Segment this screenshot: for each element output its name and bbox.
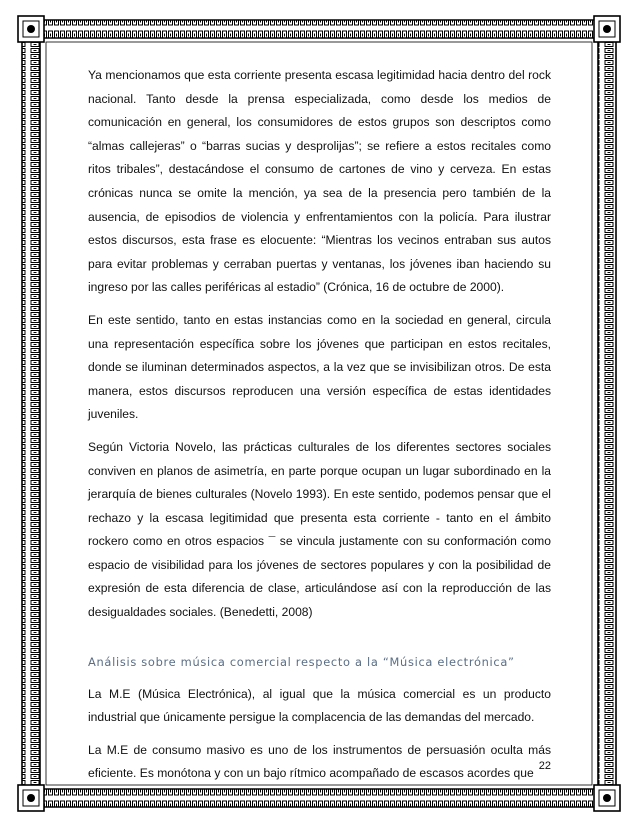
page-number: 22 (538, 760, 551, 772)
page-body (88, 64, 551, 795)
section-heading: Análisis sobre música comercial respecto a la “Música electrónica” (88, 654, 515, 669)
paragraph: Según Victoria Novelo, las prácticas culturales de los diferentes sectores sociales conviven en planos de asimetría, en parte porque ocupan un lugar subordinado en la jerarquía de bienes culturales (Novelo 1993). En este sentido, podemos pensar que el rechazo y la escasa legitimidad que presenta esta corriente - tanto en el ámbito rockero como en otros espacios ¯ se vincula justamente con su conformación como espacio de visibilidad para los jóvenes de sectores populares y con la posibilidad de expresión de esta diferencia de clase, articulándose así con la reproducción de las desigualdades sociales. (Benedetti, 2008) (88, 439, 551, 620)
corner-ornament-bottom-left (18, 785, 44, 811)
corner-ornament-top-right (594, 16, 620, 42)
paragraph: En este sentido, tanto en estas instancias como en la sociedad en general, circula una representación específica sobre los jóvenes que participan en estos recitales, donde se iluminan determinados aspectos, a la vez que se invisibilizan otros. De esta manera, estos discursos reproducen una versión específica de estas identidades juveniles. (88, 312, 551, 422)
paragraph: Ya mencionamos que esta corriente presenta escasa legitimidad hacia dentro del rock nacional. Tanto desde la prensa especializada, como desde los medios de comunicación en general, los consumidores de estos grupos son descriptos como “almas callejeras” o “barras sucias y desprolijas”; se refiere a estos recitales como ritos tribales”, destacándose el consumo de cartones de vino y cerveza. En estas crónicas nunca se omite la mención, ya sea de la presencia pero también de la ausencia, de episodios de violencia y enfrentamientos con la policía. Para ilustrar estos discursos, esta frase es elocuente: “Mientras los vecinos entraban sus autos para evitar problemas y cerraban puertas y ventanas, los jóvenes iban haciendo su ingreso por las calles periféricas al estadio” (Crónica, 16 de octubre de 2000). (88, 68, 551, 295)
paragraph: La M.E de consumo masivo es uno de los instrumentos de persuasión oculta más eficiente. Es monótona y con un bajo rítmico acompañado de escasos acordes que (88, 742, 551, 781)
paragraph: La M.E (Música Electrónica), al igual que la música comercial es un producto industrial que únicamente persigue la complacencia de las demandas del mercado. (88, 686, 551, 725)
corner-ornament-top-left (18, 16, 44, 42)
corner-ornament-bottom-right (594, 785, 620, 811)
